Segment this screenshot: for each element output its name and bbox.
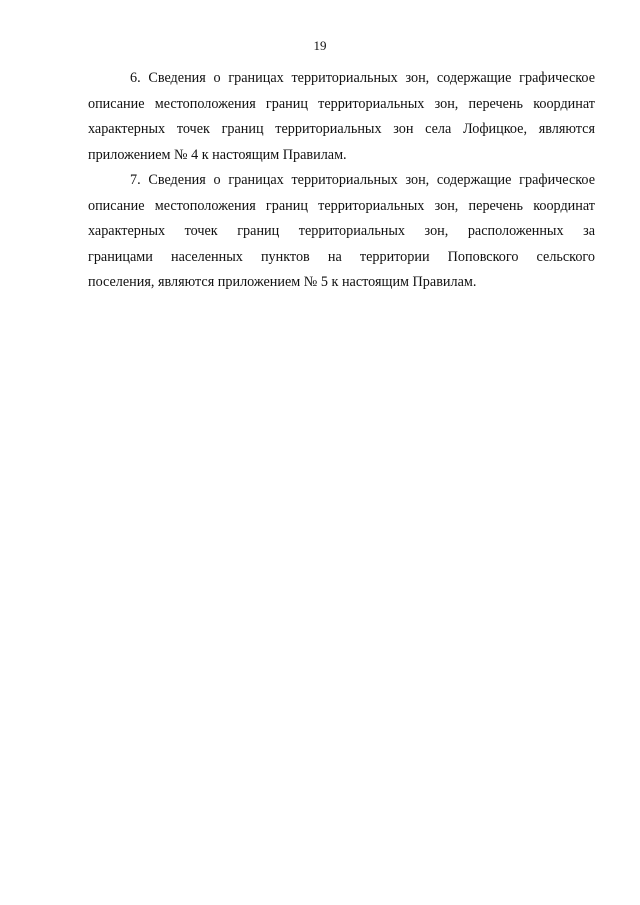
paragraph-7 [88, 168, 595, 296]
paragraph-6 [88, 66, 595, 168]
paragraph-line: описание местоположения границ территориальных зон, перечень координат [88, 197, 595, 214]
paragraph-line: описание местоположения границ территориальных зон, перечень координат [88, 95, 595, 112]
document-body [88, 66, 595, 296]
page-number: 19 [313, 38, 327, 53]
paragraph-line: 7. Сведения о границах территориальных зон, содержащие графическое [130, 172, 595, 188]
paragraph-line: характерных точек границ территориальных зон, расположенных за [88, 223, 595, 239]
paragraph-line: 6. Сведения о границах территориальных зон, содержащие графическое [130, 70, 595, 86]
paragraph-line: границами населенных пунктов на территории Поповского сельского [88, 248, 595, 265]
paragraph-line: поселения, являются приложением № 5 к настоящим Правилам. [88, 274, 477, 290]
paragraph-line: приложением № 4 к настоящим Правилам. [88, 146, 347, 163]
paragraph-line: характерных точек границ территориальных зон села Лофицкое, являются [88, 121, 595, 137]
